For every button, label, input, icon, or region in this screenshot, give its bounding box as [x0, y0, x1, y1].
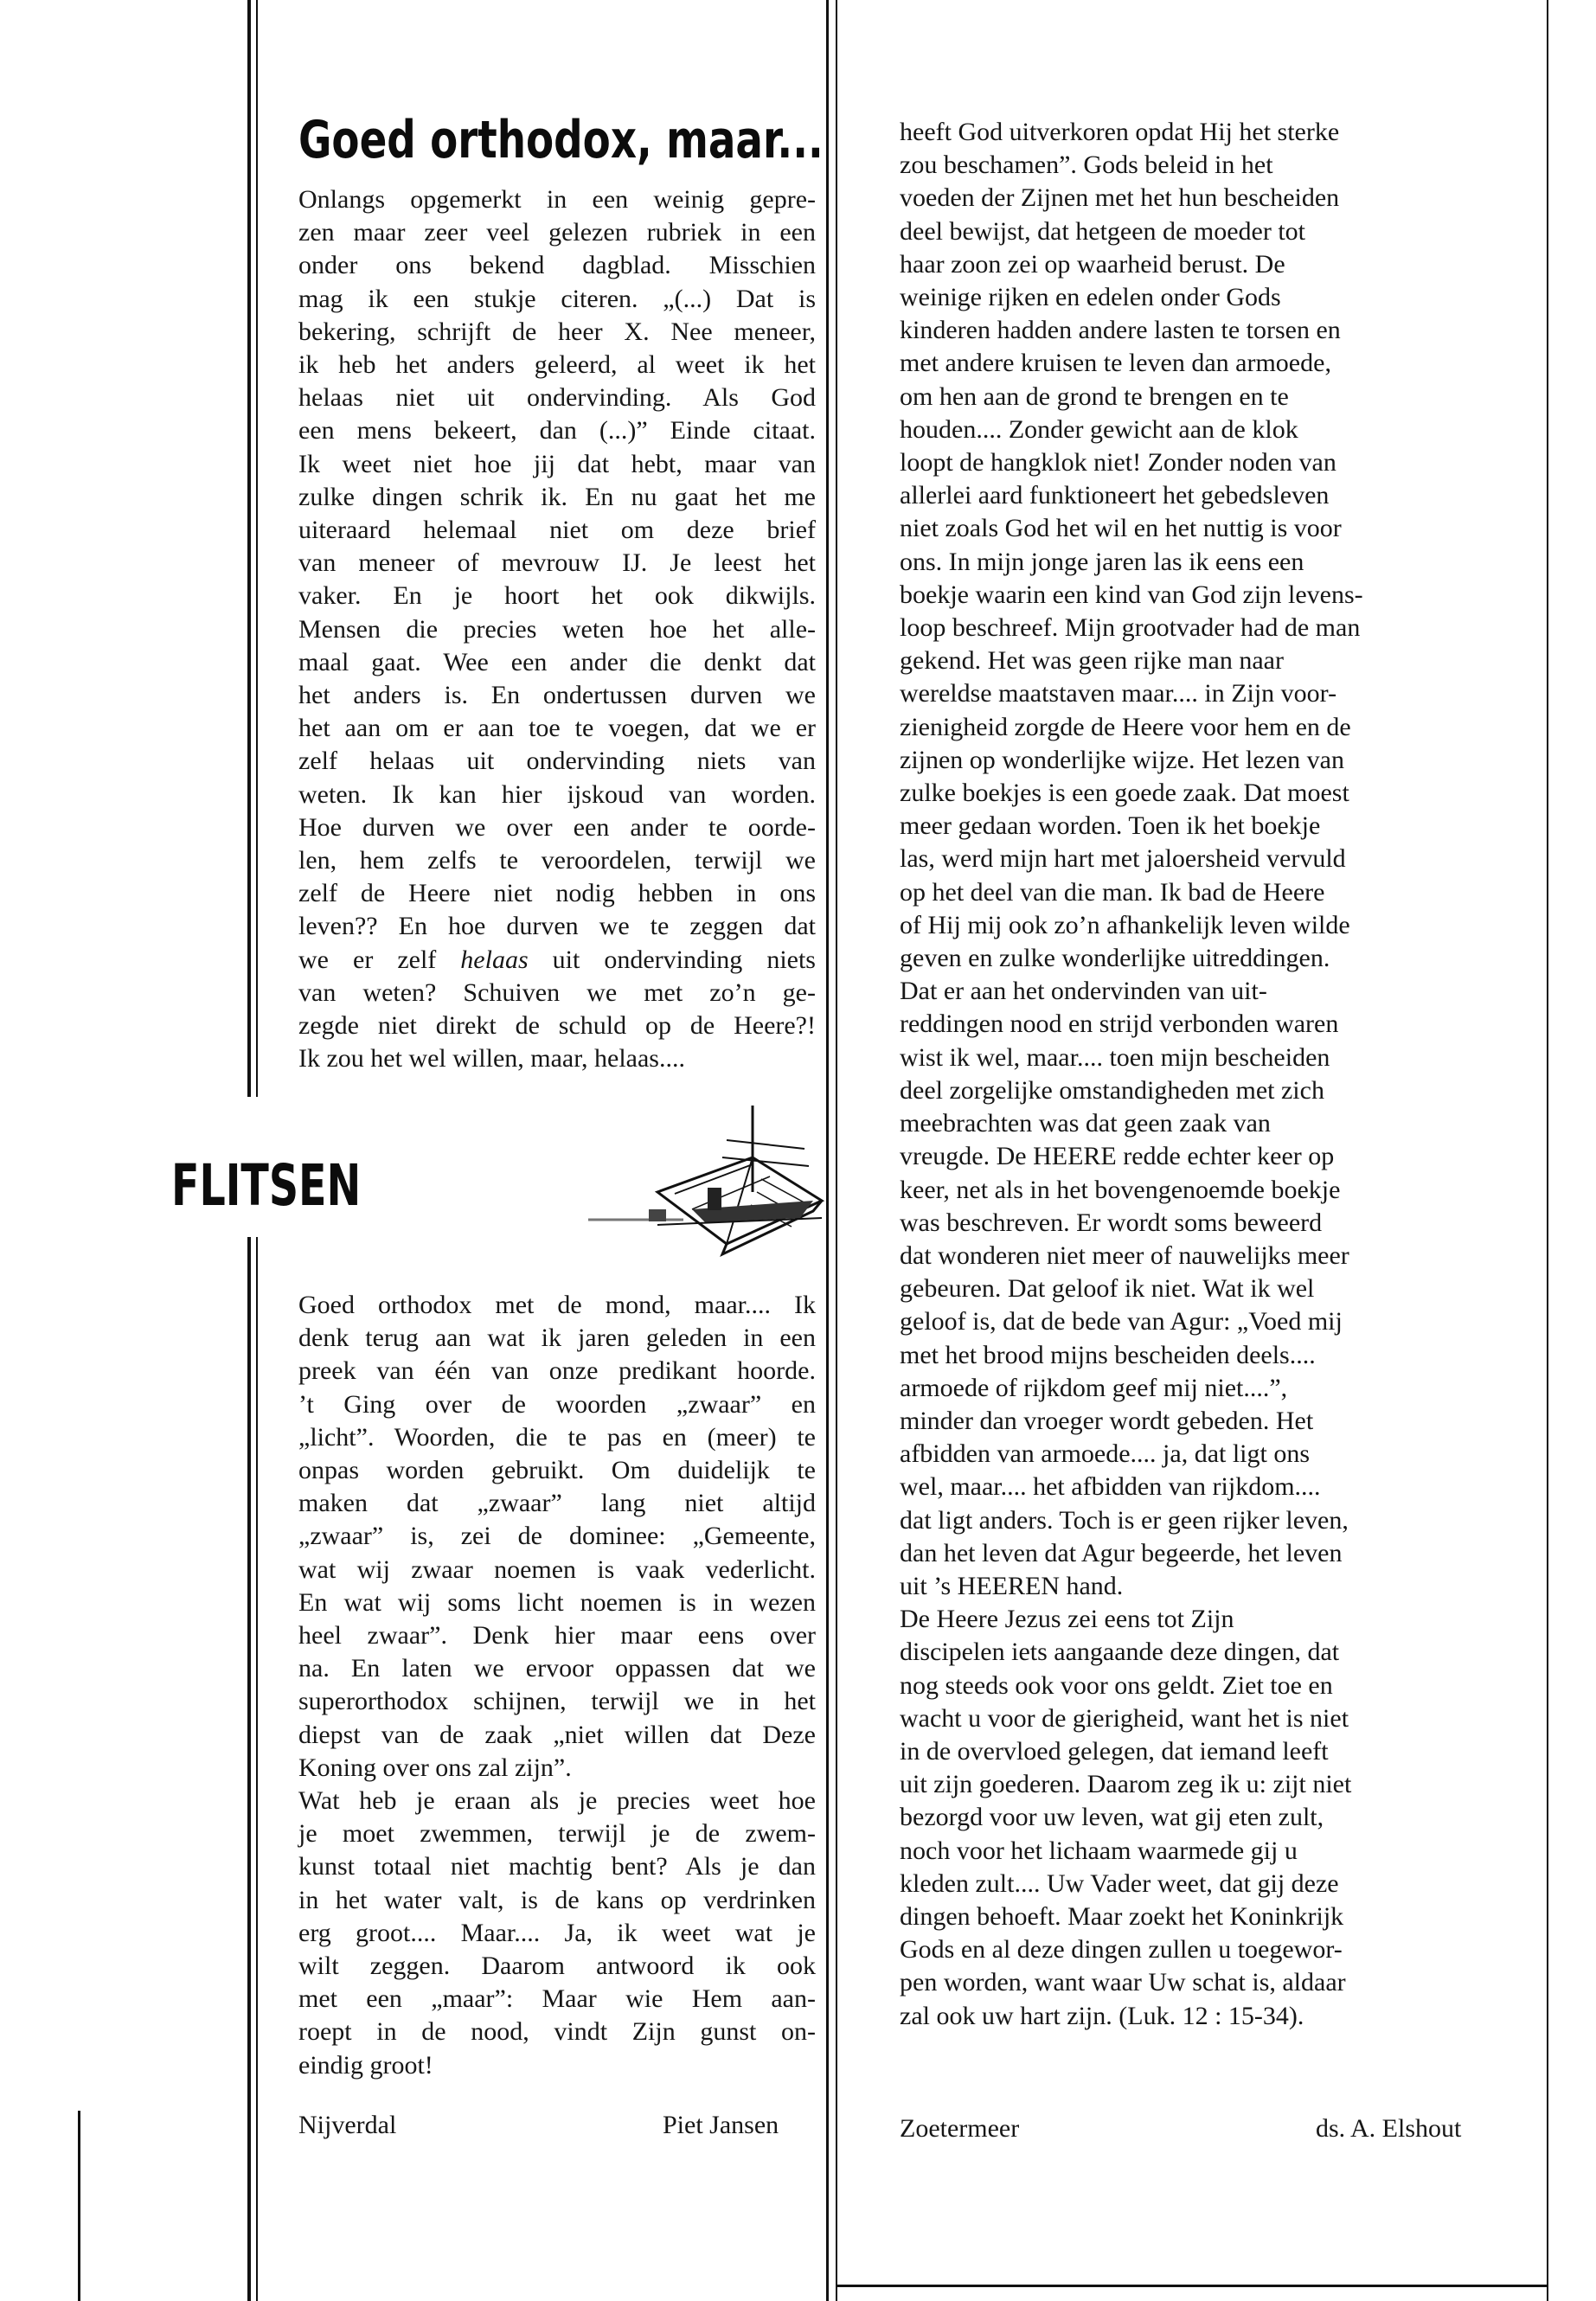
text-line: afbidden van armoede.... ja, dat ligt ons: [900, 1439, 1311, 1469]
text-line: met andere kruisen te leven dan armoede,: [900, 349, 1331, 378]
section-label-flitsen: FLITSEN: [171, 1152, 362, 1219]
text-line: dan het leven dat Agur begeerde, het leven: [900, 1538, 1343, 1567]
left-border-rule-lower: [247, 1237, 251, 2301]
text-line: wat wij zwaar noemen is vaak vederlicht.: [298, 1554, 816, 1584]
text-line: loopt de hangklok niet! Zonder noden van: [900, 448, 1336, 478]
text-line: haar zoon zei op waarheid berust. De: [900, 249, 1285, 279]
text-line: in de overvloed gelegen, dat iemand leeft: [900, 1736, 1329, 1766]
text-line: zienigheid zorgde de Heere voor hem en de: [900, 712, 1351, 741]
text-line: ik heb het anders geleerd, al weet ik het: [298, 350, 816, 380]
right-signature-place: Zoetermeer: [900, 2114, 1020, 2143]
text-line: weinige rijken en edelen onder Gods: [900, 283, 1281, 312]
text-line: van weten? Schuiven we met zo’n ge-: [298, 977, 816, 1007]
text-line: zal ook uw hart zijn. (Luk. 12 : 15-34).: [900, 2001, 1304, 2030]
column-divider-rule-2: [836, 0, 837, 2301]
text-line: na. En laten we ervoor oppassen dat we: [298, 1654, 816, 1683]
text-line: len, hem zelfs te veroordelen, terwijl we: [298, 846, 816, 875]
text-line: uit ’s HEEREN hand.: [900, 1571, 1124, 1600]
text-line: wel, maar.... het afbidden van rijkdom....: [900, 1472, 1321, 1502]
left-signature-author: Piet Jansen: [663, 2111, 779, 2139]
text-line: Wat heb je eraan als je precies weet hoe: [298, 1786, 816, 1816]
left-bottom-paragraph: [298, 1289, 816, 2082]
text-line: uiteraard helemaal niet om deze brief: [298, 516, 816, 545]
text-line: maal gaat. Wee een ander die denkt dat: [298, 647, 816, 676]
text-line: het anders is. En ondertussen durven we: [298, 681, 816, 710]
text-line: Ik weet niet hoe jij dat hebt, maar van: [298, 449, 816, 478]
text-line: meebrachten was dat geen zaak van: [900, 1109, 1271, 1138]
text-run: uit ondervinding niets: [528, 945, 816, 974]
text-line: Onlangs opgemerkt in een weinig gepre-: [298, 185, 816, 214]
text-line: helaas niet uit ondervinding. Als God: [298, 383, 816, 413]
text-line: onpas worden gebruikt. Om duidelijk te: [298, 1456, 816, 1485]
text-line: wereldse maatstaven maar.... in Zijn voor-: [900, 679, 1337, 708]
text-line: Koning over ons zal zijn”.: [298, 1753, 572, 1782]
text-line: deel zorgelijke omstandigheden met zich: [900, 1075, 1324, 1105]
text-line: meer gedaan worden. Toen ik het boekje: [900, 811, 1321, 841]
text-line: nog steeds ook voor ons geldt. Ziet toe en: [900, 1670, 1333, 1700]
text-line: „licht”. Woorden, die te pas en (meer) te: [298, 1422, 816, 1452]
text-line: boekje waarin een kind van God zijn levens-: [900, 580, 1363, 609]
text-line: gebeuren. Dat geloof ik niet. Wat ik wel: [900, 1274, 1315, 1304]
text-line: zulke dingen schrik ik. En nu gaat het me: [298, 482, 816, 511]
text-line: zulke boekjes is een goede zaak. Dat moest: [900, 779, 1349, 808]
text-line: discipelen iets aangaande deze dingen, dat: [900, 1638, 1340, 1667]
text-line: dat ligt anders. Toch is er geen rijker leven,: [900, 1505, 1349, 1535]
text-line: Mensen die precies weten hoe het alle-: [298, 614, 816, 644]
text-line: wist ik wel, maar.... toen mijn bescheiden: [900, 1042, 1330, 1072]
text-line: ons. In mijn jonge jaren las ik eens een: [900, 547, 1304, 576]
text-line: onder ons bekend dagblad. Misschien: [298, 251, 816, 280]
text-line: je moet zwemmen, terwijl je de zwem-: [298, 1819, 816, 1849]
text-line: gekend. Het was geen rijke man naar: [900, 646, 1284, 676]
text-line: dingen behoeft. Maar zoekt het Koninkrijk: [900, 1901, 1344, 1931]
right-column-paragraph: [900, 116, 1505, 2033]
text-line: op het deel van die man. Ik bad de Heere: [900, 877, 1325, 907]
text-line: in het water valt, is de kans op verdrinken: [298, 1885, 816, 1914]
text-line: kleden zult.... Uw Vader weet, dat gij deze: [900, 1868, 1339, 1898]
text-line: noch voor het lichaam waarmede gij u: [900, 1836, 1298, 1865]
text-line: Dat er aan het ondervinden van uit-: [900, 977, 1267, 1006]
text-line: las, werd mijn hart met jaloersheid vervuld: [900, 844, 1346, 874]
text-line: zou beschamen”. Gods beleid in het: [900, 151, 1273, 180]
text-line: geloof is, dat de bede van Agur: „Voed mij: [900, 1307, 1343, 1336]
text-line: vaker. En je hoort het ook dikwijls.: [298, 581, 816, 611]
italic-word: helaas: [460, 945, 529, 974]
text-line: deel bewijst, dat hetgeen de moeder tot: [900, 216, 1305, 246]
text-line: was beschreven. Er wordt soms beweerd: [900, 1208, 1323, 1237]
text-line: loop beschreef. Mijn grootvader had de man: [900, 613, 1361, 643]
text-line: zen maar zeer veel gelezen rubriek in een: [298, 218, 816, 247]
text-line: Ik zou het wel willen, maar, helaas....: [298, 1044, 685, 1074]
text-line: heel zwaar”. Denk hier maar eens over: [298, 1621, 816, 1650]
right-column: [900, 116, 1505, 2033]
text-line: of Hij mij ook zo’n afhankelijk leven wilde: [900, 910, 1350, 939]
left-signature-place: Nijverdal: [298, 2111, 397, 2139]
text-line: superorthodox schijnen, terwijl we in het: [298, 1687, 816, 1716]
text-line: bezorgd voor uw leven, wat gij eten zult,: [900, 1803, 1324, 1832]
text-line: zelf de Heere niet nodig hebben in ons: [298, 879, 816, 908]
text-line: vreugde. De HEERE redde echter keer op: [900, 1142, 1335, 1171]
text-line: roept in de nood, vindt Zijn gunst on-: [298, 2017, 816, 2047]
text-line: ’t Ging over de woorden „zwaar” en: [298, 1389, 816, 1419]
text-line: van meneer of mevrouw IJ. Je leest het: [298, 548, 816, 578]
text-line: Goed orthodox met de mond, maar.... Ik: [298, 1291, 816, 1319]
text-line: bekering, schrijft de heer X. Nee meneer,: [298, 317, 816, 346]
text-line: zegde niet direkt de schuld op de Heere?!: [298, 1011, 816, 1041]
bottom-rule: [836, 2285, 1548, 2287]
article-title: Goed orthodox, maar...: [298, 110, 824, 170]
left-top-italic-line: [298, 944, 816, 977]
left-top-paragraph-end: [298, 977, 816, 1076]
text-line: „zwaar” is, zei de dominee: „Gemeente,: [298, 1522, 816, 1551]
text-line: wilt zeggen. Daarom antwoord ik ook: [298, 1952, 816, 1981]
right-signature-author: ds. A. Elshout: [1316, 2114, 1462, 2143]
text-line: pen worden, want waar Uw schat is, aldaar: [900, 1968, 1346, 1997]
text-line: voeden der Zijnen met het hun bescheiden: [900, 183, 1340, 213]
left-border-rule-lower-inner: [256, 1237, 258, 2301]
text-line: heeft God uitverkoren opdat Hij het sterke: [900, 118, 1340, 146]
text-line: erg groot.... Maar.... Ja, ik weet wat je: [298, 1918, 816, 1947]
text-line: reddingen nood en strijd verbonden waren: [900, 1009, 1339, 1039]
left-border-rule-inner: [256, 0, 258, 1097]
text-line: een mens bekeert, dan (...)” Einde citaat.: [298, 416, 816, 445]
text-line: minder dan vroeger wordt gebeden. Het: [900, 1406, 1314, 1435]
text-line: uit zijn goederen. Daarom zeg ik u: zijt niet: [900, 1770, 1352, 1799]
text-line: keer, net als in het bovengenoemde boekje: [900, 1175, 1341, 1204]
text-line: met het brood mijns bescheiden deels....: [900, 1340, 1316, 1369]
text-line: wacht u voor de gierigheid, want het is niet: [900, 1703, 1349, 1733]
left-column-bottom: [298, 1289, 816, 2082]
left-margin-rule: [78, 2111, 80, 2301]
text-line: Gods en al deze dingen zullen u toegewor-: [900, 1935, 1343, 1965]
text-run: we er zelf: [298, 945, 461, 974]
text-line: zijnen op wonderlijke wijze. Het lezen van: [900, 745, 1344, 774]
text-line: houden.... Zonder gewicht aan de klok: [900, 414, 1298, 444]
text-line: niet zoals God het wil en het nuttig is voor: [900, 514, 1342, 543]
text-line: diepst van de zaak „niet willen dat Deze: [298, 1720, 816, 1749]
left-top-paragraph: [298, 183, 816, 944]
ship-book-illustration: [554, 1097, 830, 1270]
text-line: dat wonderen niet meer of nauwelijks meer: [900, 1240, 1349, 1270]
left-column-top: [298, 183, 816, 1075]
left-border-rule: [247, 0, 251, 1097]
text-line: mag ik een stukje citeren. „(...) Dat is: [298, 284, 816, 313]
text-line: zelf helaas uit ondervinding niets van: [298, 747, 816, 776]
text-line: denk terug aan wat ik jaren geleden in een: [298, 1324, 816, 1353]
text-line: En wat wij soms licht noemen is in wezen: [298, 1587, 816, 1617]
text-line: preek van één van onze predikant hoorde.: [298, 1356, 816, 1386]
right-border-rule: [1547, 0, 1548, 2301]
text-line: het aan om er aan toe te voegen, dat we er: [298, 714, 816, 743]
text-line: De Heere Jezus zei eens tot Zijn: [900, 1605, 1234, 1634]
text-line: met een „maar”: Maar wie Hem aan-: [298, 1984, 816, 2014]
text-line: weten. Ik kan hier ijskoud van worden.: [298, 779, 816, 809]
text-line: eindig groot!: [298, 2050, 433, 2080]
text-line: kunst totaal niet machtig bent? Als je dan: [298, 1852, 816, 1881]
text-line: Hoe durven we over een ander te oorde-: [298, 812, 816, 842]
text-line: kinderen hadden andere lasten te torsen en: [900, 316, 1341, 345]
text-line: geven en zulke wonderlijke uitreddingen.: [900, 944, 1330, 973]
text-line: leven?? En hoe durven we te zeggen dat: [298, 912, 816, 941]
text-line: allerlei aard funktioneert het gebedsleven: [900, 481, 1330, 510]
text-line: armoede of rijkdom geef mij niet....”,: [900, 1373, 1288, 1402]
text-line: maken dat „zwaar” lang niet altijd: [298, 1489, 816, 1518]
text-line: om hen aan de grond te brengen en te: [900, 381, 1289, 411]
